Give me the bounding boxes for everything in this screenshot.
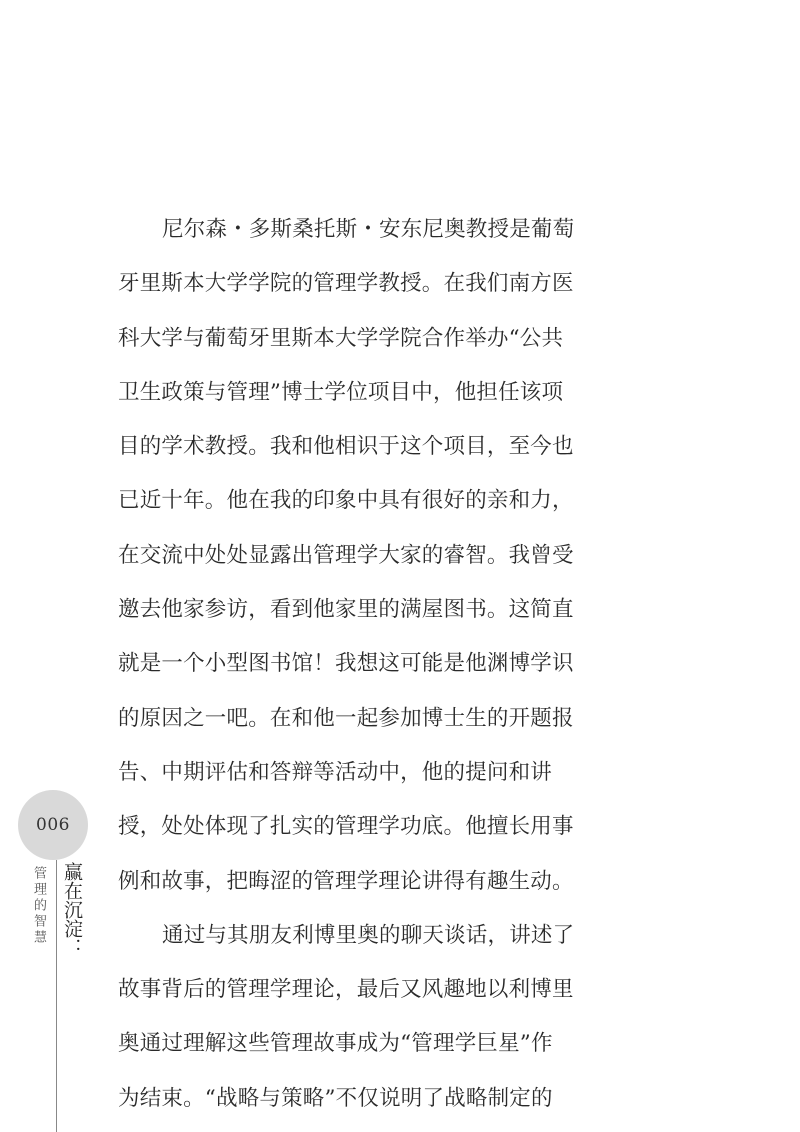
paragraph-1-line-5: 目的学术教授。我和他相识于这个项目，至今也 — [118, 434, 574, 460]
body-text — [118, 203, 588, 1126]
paragraph-1-line-8: 邀去他家参访，看到他家里的满屋图书。这简直 — [118, 597, 574, 623]
paragraph-1-line-9: 就是一个小型图书馆！我想这可能是他渊博学识 — [118, 651, 574, 677]
paragraph-1-line-13: 例和故事，把晦涩的管理学理论讲得有趣生动。 — [118, 868, 574, 894]
paragraph-1-line-11: 告、中期评估和答辩等活动中，他的提问和讲 — [118, 759, 553, 785]
paragraph-2-line-2: 故事背后的管理学理论，最后又风趣地以利博里 — [118, 977, 574, 1003]
running-header-title: 赢在沉淀： — [61, 862, 83, 957]
paragraph-2-line-4: 为结束。“战略与策略”不仅说明了战略制定的 — [118, 1085, 553, 1111]
paragraph-1-line-4: 卫生政策与管理”博士学位项目中，他担任该项 — [118, 379, 564, 405]
paragraph-1-line-12: 授，处处体现了扎实的管理学功底。他擅长用事 — [118, 814, 574, 840]
paragraph-1-line-10: 的原因之一吧。在和他一起参加博士生的开题报 — [118, 705, 574, 731]
paragraph-1-line-3: 科大学与葡萄牙里斯本大学学院合作举办“公共 — [118, 325, 564, 351]
paragraph-2-line-1: 通过与其朋友利博里奥的聊天谈话，讲述了 — [162, 922, 575, 948]
paragraph-1-line-6: 已近十年。他在我的印象中具有很好的亲和力， — [118, 488, 574, 514]
paragraph-1-line-1: 尼尔森・多斯桑托斯・安东尼奥教授是葡萄 — [162, 217, 575, 242]
paragraph-1-line-7: 在交流中处处显露出管理学大家的睿智。我曾受 — [118, 542, 574, 568]
page-number: 006 — [36, 815, 70, 835]
paragraph-2-line-3: 奥通过理解这些管理故事成为“管理学巨星”作 — [118, 1031, 553, 1057]
margin-divider — [56, 860, 57, 1132]
running-header-subtitle: 管理的智慧 — [31, 866, 46, 946]
page-number-badge — [18, 790, 88, 860]
paragraph-1-line-2: 牙里斯本大学学院的管理学教授。在我们南方医 — [118, 271, 574, 297]
